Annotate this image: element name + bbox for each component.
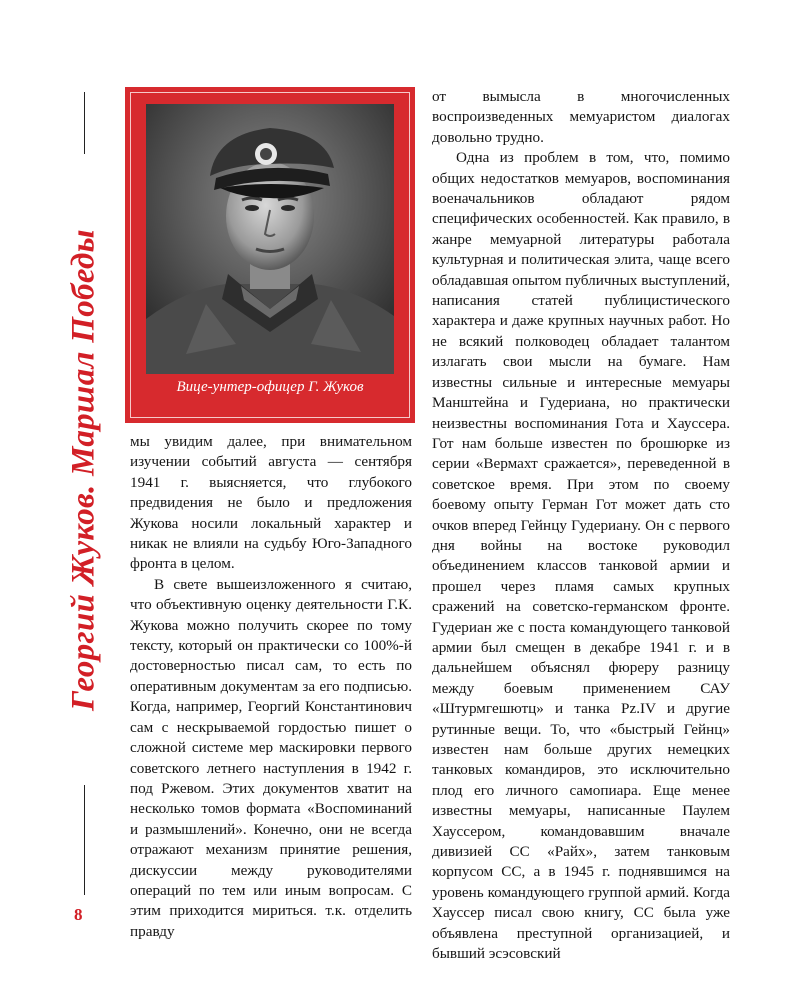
portrait-photo	[146, 104, 394, 374]
paragraph: В свете вышеизложенного я считаю, что объективную оценку деятельности Г.К. Жукова можно получить скорее по тому тексту, который он практически со 100%-й достоверностью писал сам, то есть по оперативным документам за его подписью. Когда, например, Георгий Константинович сам с нескрываемой гордостью пишет о сложной системе мер маскировки первого советского летнего наступления в 1942 г. под Ржевом. Этих документов хватит на несколько томов формата «Воспоминаний и размышлений». Конечно, они не всегда отражают механизм принятие решения, дискуссии между руководителями операций по тем или иным вопросам. С этим приходится мириться. т.к. отделить правду	[130, 575, 412, 940]
text-column-left	[130, 432, 412, 942]
paragraph: Одна из проблем в том, что, помимо общих недостатков мемуаров, воспоминания военачальников обладают рядом специфических особенностей. Как правило, в жанре мемуарной литературы работала культурная и политическая элита, чаще всего обладавшая опытом публичных выступлений, написания статей публицистического характера и даже крупных научных работ. Но не всякий полководец обладает талантом излагать свои мысли на бумаге. Нам известны сильные и интересные мемуары Манштейна и Гудериана, но практически неизвестны воспоминания Гота и Хауссера. Гот нам больше известен по брошюрке из серии «Вермахт сражается», переведенной в советское время. При этом по своему боевому опыту Герман Гот может дать сто очков вперед Гейнцу Гудериану. Он с первого дня войны на востоке руководил объединением классов танковой армии и прошел через пламя самых крупных сражений на советско-германском фронте. Гудериан же с поста командующего танковой армии был смещен в декабре 1941 г. и в дальнейшем объяснял фюреру разницу между боевым применением САУ «Штурмгешютц» и танка Pz.IV и другие рутинные вещи. То, что «быстрый Гейнц» известен нам больше других немецких танковых командиров, это исключительно плод его личного самопиара. Еще менее известны мемуары, написанные Паулем Хауссером, командовавшим вначале дивизией СС «Райх», затем танковым корпусом СС, а в 1945 г. поднявшимся на уровень командующего группой армий. Когда Хауссер писал свою книгу, СС была уже объявлена преступной организацией, и бывший эсэсовский	[432, 149, 730, 963]
running-title: Георгий Жуков. Маршал Победы	[65, 229, 102, 711]
text-column-right	[432, 87, 730, 964]
page-number: 8	[74, 905, 83, 924]
photo-frame	[125, 87, 415, 423]
spine-rule-bottom	[84, 785, 85, 895]
paragraph: мы увидим далее, при внимательном изучении событий августа — сентября 1941 г. выясняется, что глубокого предвидения не было и предложения Жукова носили локальный характер и никак не влияли на судьбу Юго-Западного фронта в целом.	[130, 433, 412, 573]
portrait-photo-icon	[146, 104, 394, 374]
photo-caption: Вице-унтер-офицер Г. Жуков	[176, 379, 364, 395]
spine-rule-top	[84, 92, 85, 154]
paragraph: от вымысла в многочисленных воспроизведенных мемуаристом диалогах довольно трудно.	[432, 88, 730, 146]
